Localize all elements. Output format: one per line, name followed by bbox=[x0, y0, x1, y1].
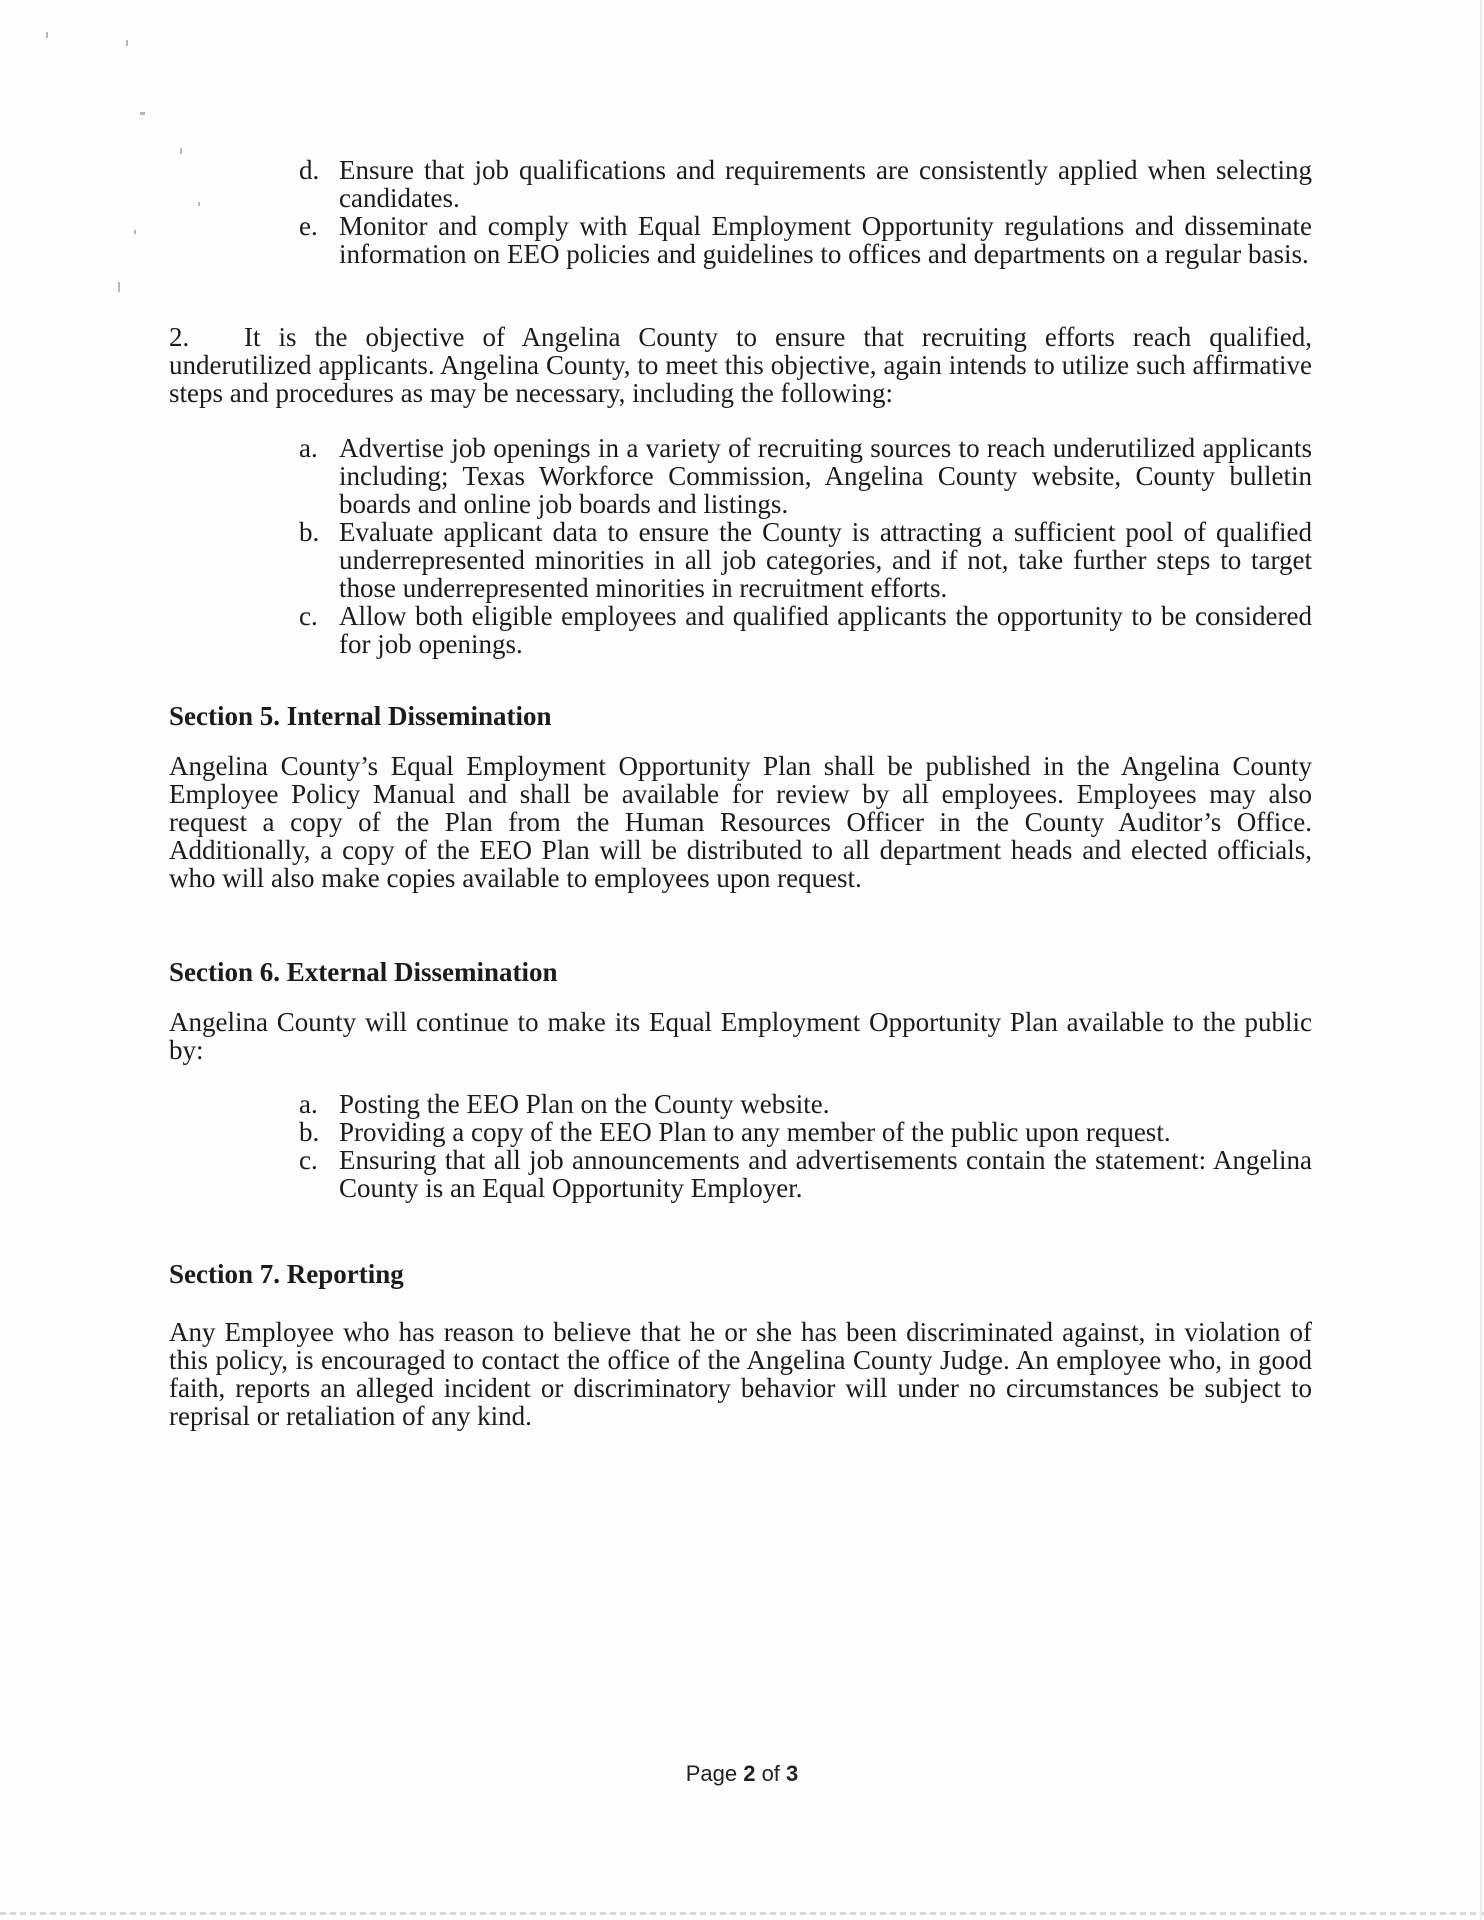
list-section-6 bbox=[299, 1090, 1312, 1202]
list-item bbox=[299, 602, 1312, 658]
list-item-text: Ensure that job qualifications and requirements are consistently applied when selecting candidates. bbox=[339, 155, 1312, 213]
list-marker: b. bbox=[299, 517, 320, 547]
section-7-text: Any Employee who has reason to believe that he or she has been discriminated against, in violation of this policy, is encouraged to contact the office of the Angelina County Judge. An employee who, in good faith, reports an alleged incident or discriminatory behavior will under no circumstances be subject to reprisal or retaliation of any kind. bbox=[169, 1317, 1312, 1431]
list-item bbox=[299, 1118, 1312, 1146]
list-item-text: Evaluate applicant data to ensure the County is attracting a sufficient pool of qualified underrepresented minorities in all job categories, and if not, take further steps to target those underrepresented minorities in recruitment efforts. bbox=[339, 517, 1312, 603]
scan-speck bbox=[118, 282, 120, 292]
scan-speck bbox=[180, 148, 182, 154]
list-marker: a. bbox=[299, 433, 318, 463]
list-para2 bbox=[299, 434, 1312, 658]
section-6-heading: Section 6. External Dissemination bbox=[169, 957, 558, 987]
list-item bbox=[299, 212, 1312, 268]
paragraph-2-text: It is the objective of Angelina County to ensure that recruiting efforts reach qualified, underutilized applicants. Angelina County, to meet this objective, again intends to utilize such affirmative steps and procedures as may be necessary, including the following: bbox=[169, 322, 1312, 408]
section-7-heading: Section 7. Reporting bbox=[169, 1259, 404, 1289]
scan-speck bbox=[126, 40, 128, 46]
page-label-middle: of bbox=[755, 1761, 787, 1786]
list-marker: a. bbox=[299, 1089, 318, 1119]
list-item bbox=[299, 1146, 1312, 1202]
list-item bbox=[299, 1090, 1312, 1118]
page-current: 2 bbox=[743, 1761, 756, 1786]
scan-right-edge bbox=[1480, 0, 1482, 1920]
section-6-text: Angelina County will continue to make its Equal Employment Opportunity Plan available to the public by: bbox=[169, 1007, 1312, 1065]
page-total: 3 bbox=[786, 1761, 799, 1786]
list-item-text: Allow both eligible employees and qualified applicants the opportunity to be considered for job openings. bbox=[339, 601, 1312, 659]
list-item bbox=[299, 434, 1312, 518]
section-5-text: Angelina County’s Equal Employment Opportunity Plan shall be published in the Angelina County Employee Policy Manual and shall be available for review by all employees. Employees may also request a copy of the Plan from the Human Resources Officer in the County Auditor’s Office. Additionally, a copy of the EEO Plan will be distributed to all department heads and elected officials, who will also make copies available to employees upon request. bbox=[169, 751, 1312, 893]
page-label-prefix: Page bbox=[685, 1761, 744, 1786]
scan-speck bbox=[46, 32, 48, 38]
scan-speck bbox=[140, 112, 145, 115]
list-marker: c. bbox=[299, 1145, 318, 1175]
list-item-text: Posting the EEO Plan on the County website. bbox=[339, 1089, 830, 1119]
paragraph-2 bbox=[169, 323, 1312, 407]
list-top bbox=[299, 156, 1312, 268]
document-body bbox=[169, 156, 1312, 1430]
section-5-heading: Section 5. Internal Dissemination bbox=[169, 701, 552, 731]
list-item-text: Advertise job openings in a variety of recruiting sources to reach underutilized applicants including; Texas Workforce Commission, Angelina County website, County bulletin boards and online job boards and listings. bbox=[339, 433, 1312, 519]
list-marker: c. bbox=[299, 601, 318, 631]
list-marker: e. bbox=[299, 211, 318, 241]
list-item-text: Monitor and comply with Equal Employment Opportunity regulations and disseminate information on EEO policies and guidelines to offices and departments on a regular basis. bbox=[339, 211, 1312, 269]
scan-speck bbox=[134, 230, 136, 234]
list-marker: b. bbox=[299, 1117, 320, 1147]
list-item bbox=[299, 156, 1312, 212]
list-marker: d. bbox=[299, 155, 320, 185]
list-item bbox=[299, 518, 1312, 602]
list-item-text: Ensuring that all job announcements and advertisements contain the statement: Angelina County is an Equal Opportunity Employer. bbox=[339, 1145, 1312, 1203]
scan-bottom-edge bbox=[0, 1912, 1484, 1915]
paragraph-number: 2. bbox=[169, 322, 190, 352]
list-item-text: Providing a copy of the EEO Plan to any member of the public upon request. bbox=[339, 1117, 1171, 1147]
page-footer bbox=[0, 1761, 1484, 1787]
